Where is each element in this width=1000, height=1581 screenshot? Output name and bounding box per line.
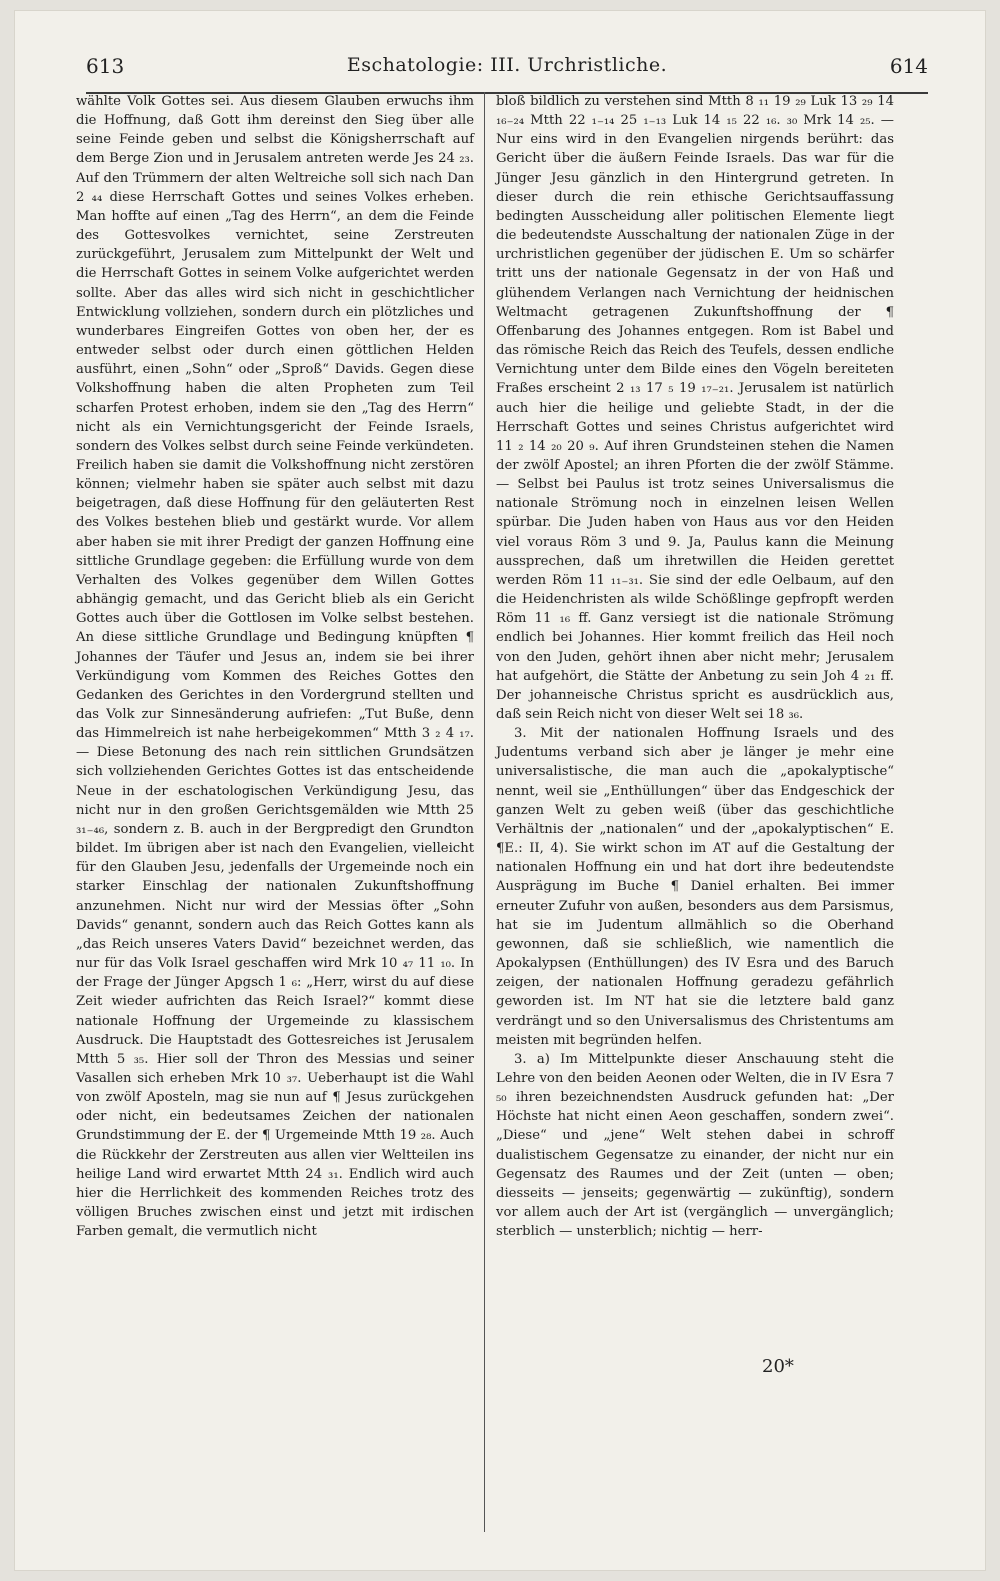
right-paragraph-1: bloß bildlich zu verstehen sind Mtth 8 ₁₁ 19 ₂₉ Luk 13 ₂₉ 14 ₁₆₋₂₄ Mtth 22 ₁₋₁₄ 25 ₁₋₁₃ Luk 14 ₁₅ 22 ₁₆. ₃₀ Mrk 14 ₂₅. — Nur eins wird in den Evangelien nirgends berührt: das Gericht über die äußern Feinde Israels. Das war für die Jünger Jesu gänzlich in den Hintergrund getreten. In dieser durch die rein ethische Gerichtsauffassung bedingten Ausscheidung aller politischen Elemente liegt die bedeutendste Ausschaltung der nationalen Züge in der urchristlichen gegenüber der jüdischen E. Um so schärfer tritt uns der nationale Gegensatz in der von Haß und glühendem Verlangen nach Vernichtung der heidnischen Weltmacht getragenen Zukunftshoffnung der ¶ Offenbarung des Johannes entgegen. Rom ist Babel und das römische Reich das Reich des Teufels, dessen endliche Vernichtung unter dem Bilde eines den Vögeln bereiteten Fraßes erscheint 2 ₁₃ 17 ₅ 19 ₁₇₋₂₁. Jerusalem ist natürlich auch hier die heilige und geliebte Stadt, in der die Herrschaft Gottes und seines Christus aufgerichtet wird 11 ₂ 14 ₂₀ 20 ₉. Auf ihren Grundsteinen stehen die Namen der zwölf Apostel; an ihren Pforten die der zwölf Stämme. — Selbst bei Paulus ist trotz seines Universalismus die nationale Strömung noch in einzelnen leisen Wellen spürbar. Die Juden haben von Haus aus vor den Heiden viel voraus Röm 3 und 9. Ja, Paulus kann die Meinung aussprechen, daß um ihretwillen die Heiden gerettet werden Röm 11 ₁₁₋₃₁. Sie sind der edle Oelbaum, auf den die Heidenchristen als wilde Schößlinge gepfropft werden Röm 11 ₁₆ ff. Ganz versiegt ist die nationale Strömung endlich bei Johannes. Hier kommt freilich das Heil noch von den Juden, gehört ihnen aber nicht mehr; Jerusalem hat aufgehört, die Stätte der Anbetung zu sein Joh 4 ₂₁ ff. Der johanneische Christus spricht es ausdrücklich aus, daß sein Reich nicht von dieser Welt sei 18 ₃₆. (496, 94, 894, 722)
page-number-right: 614 (889, 54, 928, 78)
running-title: Eschatologie: III. Urchristliche. (346, 54, 668, 76)
column-divider (484, 92, 485, 1532)
right-paragraph-2: 3. Mit der nationalen Hoffnung Israels und des Judentums verband sich aber je länger je mehr eine universalistische, die man auch die „apokalyptische“ nennt, weil sie „Enthüllungen“ über das Endgeschick der ganzen Welt zu geben weiß (über das geschichtliche Verhältnis der „nationalen“ und der „apokalyptischen“ E. ¶E.: II, 4). Sie wirkt schon im AT auf die Gestaltung der nationalen Hoffnung ein und hat dort ihre bedeutendste Ausprägung im Buche ¶ Daniel erhalten. Bei immer erneuter Zufuhr von außen, besonders aus dem Parsismus, hat sie im Judentum allmählich so die Oberhand gewonnen, daß sie schließlich, wie namentlich die Apokalypsen (Enthüllungen) des IV Esra und des Baruch zeigen, der nationalen Hoffnung geradezu gefährlich geworden ist. Im NT hat sie die letztere bald ganz verdrängt und so den Universalismus des Christentums am meisten mit begründen helfen. (496, 726, 894, 1048)
right-column (496, 92, 894, 1241)
right-paragraph-3: 3. a) Im Mittelpunkte dieser Anschauung steht die Lehre von den beiden Aeonen oder Welten, die in IV Esra 7 ₅₀ ihren bezeichnendsten Ausdruck gefunden hat: „Der Höchste hat nicht einen Aeon geschaffen, sondern zwei“. „Diese“ und „jene“ Welt stehen dabei in schroff dualistischem Gegensatze zu einander, der nicht nur ein Gegensatz des Raumes und der Zeit (unten — oben; diesseits — jenseits; gegenwärtig — zukünftig), sondern vor allem auch der Art ist (vergänglich — unvergänglich; sterblich — unsterblich; nichtig — herr- (496, 1051, 894, 1240)
left-column (76, 92, 474, 1241)
running-header (86, 48, 928, 82)
printer-signature-mark: 20* (762, 1356, 794, 1377)
page-number-left: 613 (86, 54, 125, 78)
left-paragraph-1: wählte Volk Gottes sei. Aus diesem Glauben erwuchs ihm die Hoffnung, daß Gott ihm dereinst den Sieg über alle seine Feinde geben und selbst die Königsherrschaft auf dem Berge Zion und in Jerusalem antreten werde Jes 24 ₂₃. Auf den Trümmern der alten Weltreiche soll sich nach Dan 2 ₄₄ diese Herrschaft Gottes und seines Volkes erheben. Man hoffte auf einen „Tag des Herrn“, an dem die Feinde des Gottesvolkes vernichtet, seine Zerstreuten zurückgeführt, Jerusalem zum Mittelpunkt der Welt und die Herrschaft Gottes in seinem Volke aufgerichtet werden sollte. Aber das alles wird sich nicht in geschichtlicher Entwicklung vollziehen, sondern durch ein plötzliches und wunderbares Eingreifen Gottes von oben her, der es entweder selbst oder durch einen göttlichen Helden ausführt, einen „Sohn“ oder „Sproß“ Davids. Gegen diese Volkshoffnung haben die alten Propheten zum Teil scharfen Protest erhoben, indem sie den „Tag des Herrn“ nicht als ein Vernichtungsgericht der Feinde Israels, sondern des Volkes selbst durch seine Feinde verkündeten. Freilich haben sie damit die Volkshoffnung nicht zerstören können; vielmehr haben sie später auch selbst mit dazu beigetragen, daß diese Hoffnung für den geläuterten Rest des Volkes bestehen blieb und gestärkt wurde. Vor allem aber haben sie mit ihrer Predigt der ganzen Hoffnung eine sittliche Grundlage gegeben: die Erfüllung wurde von dem Verhalten des Volkes gegenüber dem Willen Gottes abhängig gemacht, und das Gericht blieb als ein Gericht Gottes auch über die Gottlosen im Volke selbst bestehen. An diese sittliche Grundlage und Bedingung knüpften ¶ Johannes der Täufer und Jesus an, indem sie bei ihrer Verkündigung vom Kommen des Reiches Gottes den Gedanken des Gerichtes in den Vordergrund stellten und das Volk zur Sinnesänderung aufriefen: „Tut Buße, denn das Himmelreich ist nahe herbeigekommen“ Mtth 3 ₂ 4 ₁₇. — Diese Betonung des nach rein sittlichen Grundsätzen sich vollziehenden Gerichtes Gottes ist das entscheidende Neue in der eschatologischen Verkündigung Jesu, das nicht nur in den großen Gerichtsgemälden wie Mtth 25 ₃₁₋₄₆, sondern z. B. auch in der Bergpredigt den Grundton bildet. Im übrigen aber ist nach den Evangelien, vielleicht für den Glauben Jesu, jedenfalls der Urgemeinde noch ein starker Einschlag der nationalen Zukunftshoffnung anzunehmen. Nicht nur wird der Messias öfter „Sohn Davids“ genannt, sondern auch das Reich Gottes kann als „das Reich unseres Vaters David“ bezeichnet werden, das nur für das Volk Israel geschaffen wird Mrk 10 ₄₇ 11 ₁₀. In der Frage der Jünger Apgsch 1 ₆: „Herr, wirst du auf diese Zeit wieder aufrichten das Reich Israel?“ kommt diese nationale Hoffnung der Urgemeinde zu klassischem Ausdruck. Die Hauptstadt des Gottesreiches ist Jerusalem Mtth 5 ₃₅. Hier soll der Thron des Messias und seiner Vasallen sich erheben Mrk 10 ₃₇. Ueberhaupt ist die Wahl von zwölf Aposteln, mag sie nun auf ¶ Jesus zurückgehen oder nicht, ein bedeutsames Zeichen der nationalen Grundstimmung der E. der ¶ Urgemeinde Mtth 19 ₂₈. Auch die Rückkehr der Zerstreuten aus allen vier Weltteilen ins heilige Land wird erwartet Mtth 24 ₃₁. Endlich wird auch hier die Herrlichkeit des kommenden Reiches trotz des völligen Bruches zwischen einst und jetzt mit irdischen Farben gemalt, die vermutlich nicht (76, 94, 474, 1240)
